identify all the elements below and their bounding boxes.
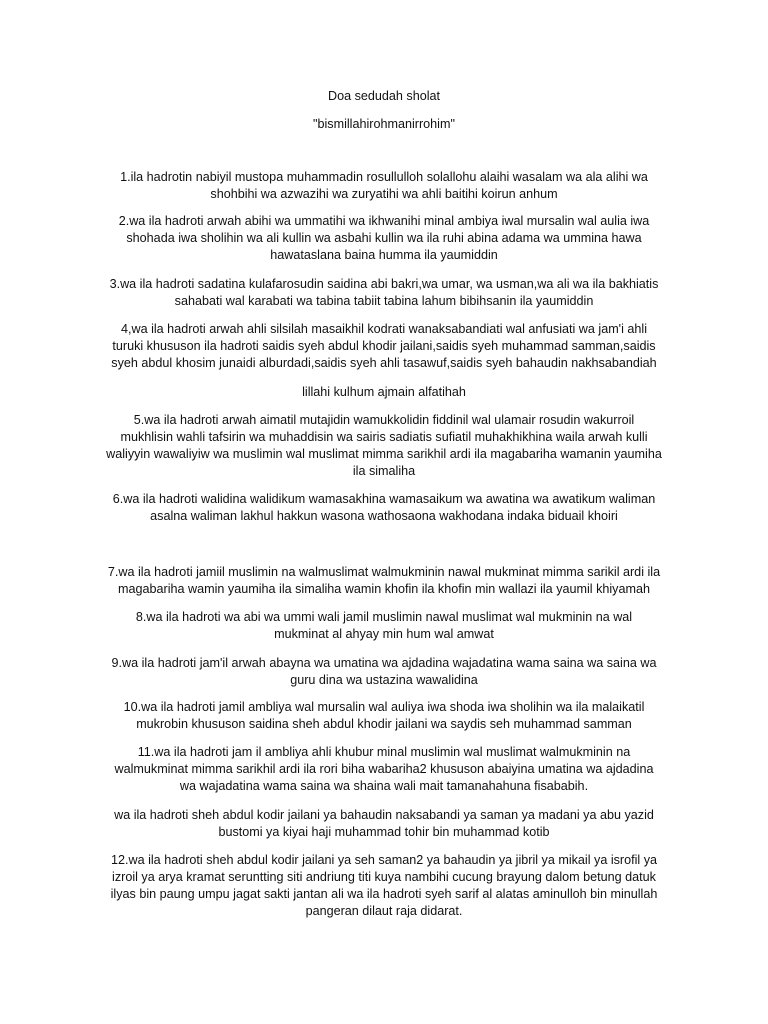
paragraph-line: waliyyin wawaliyiw wa muslimin wal muslimat mimma sarikhil ardi ila magabariha wamanin yaumiha <box>106 447 662 461</box>
paragraph-line: ila simaliha <box>352 464 416 478</box>
paragraph-line: 6.wa ila hadroti walidina walidikum wamasakhina wamasaikum wa awatina wa awatikum waliman <box>112 492 656 506</box>
paragraph-line: syeh abdul khosim junaidi alburdadi,saidis syeh ahli tasawuf,saidis syeh bahaudin nakhsabandiah <box>111 356 657 370</box>
paragraph-line: shohbihi wa azwazihi wa zuryatihi wa ahli baitihi koirun anhum <box>210 187 558 201</box>
paragraph-line: 5.wa ila hadroti arwah aimatil mutajidin wamukkolidin fiddinil wal ulamair rosudin wakurroil <box>133 413 635 427</box>
paragraph-line: ilyas bin paung umpu jagat sakti jantan ali wa ila hadroti syeh sarif al alatas aminulloh bin minullah <box>110 887 658 901</box>
paragraph-line: guru dina wa ustazina wawalidina <box>290 673 478 687</box>
paragraph-line: magabariha wamin yaumiha ila simaliha wamin khofin ila khofin min wallazi ila yaumil khiyamah <box>118 582 650 596</box>
paragraph-line: hawataslana baina humma ila yaumiddin <box>270 248 498 262</box>
paragraph-line: 10.wa ila hadroti jamil ambliya wal mursalin wal auliya iwa shoda iwa sholihin wa ila malaikatil <box>123 700 645 714</box>
paragraph-line: asalna waliman lakhul hakkun wasona wathosaona wakhodana indaka biduail khoiri <box>150 509 618 523</box>
paragraph-line: 12.wa ila hadroti sheh abdul kodir jailani ya seh saman2 ya bahaudin ya jibril ya mikail ya isrofil ya <box>110 853 658 867</box>
paragraph-line: turuki khususon ila hadroti saidis syeh abdul khodir jailani,saidis syeh muhammad samman,saidis <box>112 339 656 353</box>
paragraph-line: wa wajadatina wama saina wa shaina wali mait tamanahahuna fisababih. <box>179 779 589 793</box>
paragraph-line: 1.ila hadrotin nabiyil mustopa muhammadin rosullulloh solallohu alaihi wasalam wa ala alihi wa <box>120 170 648 184</box>
paragraph-line: shohada iwa sholihin wa ali kullin wa asbahi kullin wa ila ruhi abina adama wa ummina hawa <box>126 231 642 245</box>
paragraph-line: pangeran dilaut raja didarat. <box>305 904 463 918</box>
paragraph-line: 2.wa ila hadroti arwah abihi wa ummatihi wa ikhwanihi minal ambiya iwal mursalin wal aulia iwa <box>118 214 650 228</box>
paragraph-line: 3.wa ila hadroti sadatina kulafarosudin saidina abi bakri,wa umar, wa usman,wa ali wa ila bakhiatis <box>109 277 659 291</box>
paragraph-line: 7.wa ila hadroti jamiil muslimin na walmuslimat walmukminin nawal mukminat mimma sarikil ardi ila <box>107 565 661 579</box>
paragraph-line: 4,wa ila hadroti arwah ahli silsilah masaikhil kodrati wanaksabandiati wal anfusiati wa jam'i ahli <box>120 322 647 336</box>
paragraph-line: mukhlisin wahli tafsirin wa muhaddisin wa sairis sadiatis sufiatil muhakhikhina waila arwah kulli <box>120 430 648 444</box>
paragraph-line: wa ila hadroti sheh abdul kodir jailani ya bahaudin naksabandi ya saman ya madani ya abu yazid <box>114 808 654 822</box>
document-subtitle: "bismillahirohmanirrohim" <box>313 117 455 131</box>
paragraph-line: bustomi ya kiyai haji muhammad tohir bin muhammad kotib <box>218 825 550 839</box>
paragraph-line: izroil ya arya kramat seruntting siti andriung titi kuya nambihi cucung brayung dalom betung datuk <box>112 870 656 884</box>
paragraph-line: mukminat al ahyay min hum wal amwat <box>274 627 494 641</box>
paragraph-line: walmukminat mimma sarikhil ardi ila rori biha wabariha2 khususon abaiyina umatina wa ajdadina <box>114 762 654 776</box>
paragraph-line: mukrobin khususon saidina sheh abdul khodir jailani wa saydis seh muhammad samman <box>136 717 632 731</box>
paragraph-line: 9.wa ila hadroti jam'il arwah abayna wa umatina wa ajdadina wajadatina wama saina wa saina wa <box>111 656 657 670</box>
paragraph-line: sahabati wal karabati wa tabina tabiit tabina lahum bibihsanin ila yaumiddin <box>174 294 594 308</box>
document-title: Doa sedudah sholat <box>327 89 441 103</box>
paragraph-line: 8.wa ila hadroti wa abi wa ummi wali jamil muslimin nawal muslimat wal mukminin na wal <box>135 610 633 624</box>
paragraph-line: 11.wa ila hadroti jam il ambliya ahli khubur minal muslimin wal muslimat walmukminin na <box>137 745 631 759</box>
paragraph-line: lillahi kulhum ajmain alfatihah <box>302 385 466 399</box>
